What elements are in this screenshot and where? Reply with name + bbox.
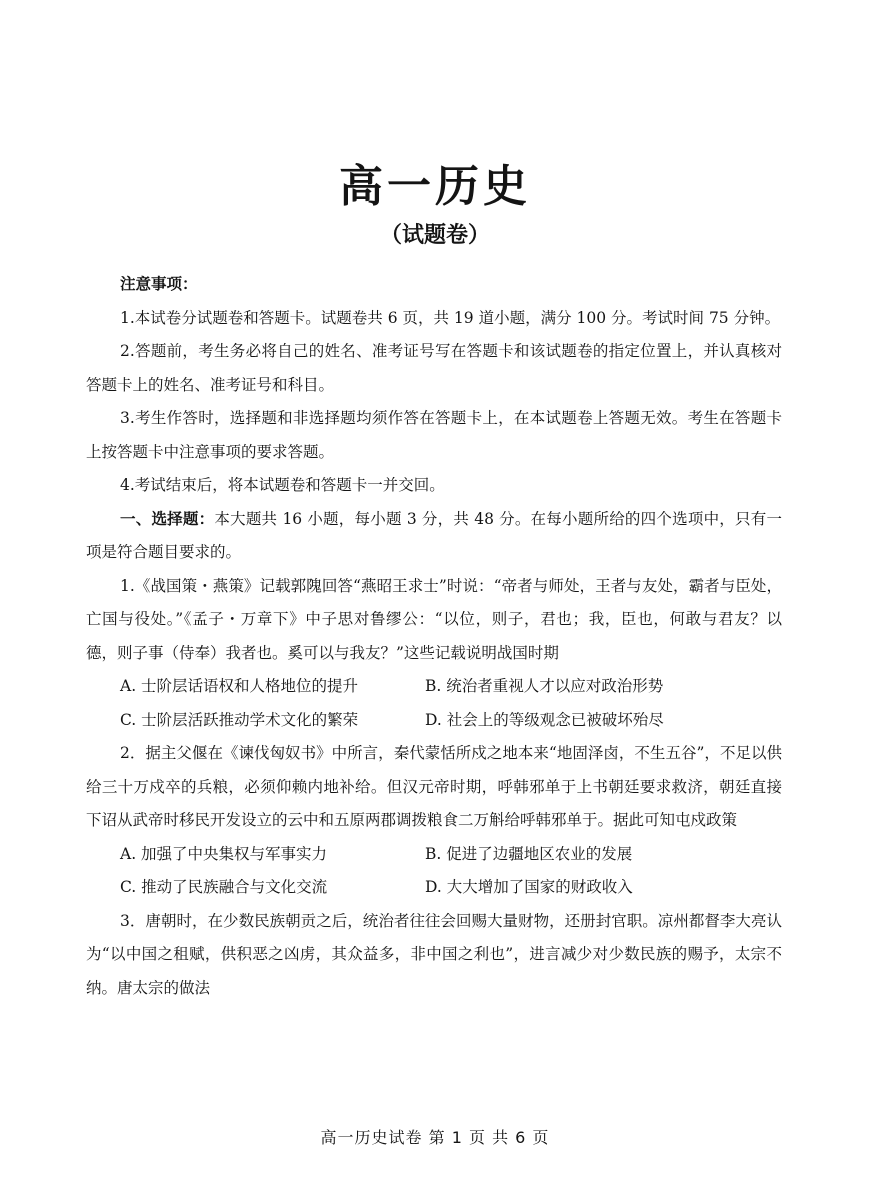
option-c: C. 士阶层活跃推动学术文化的繁荣 bbox=[120, 710, 359, 729]
option-b: B. 统治者重视人才以应对政治形势 bbox=[425, 677, 664, 695]
option-c: C. 推动了民族融合与文化交流 bbox=[120, 878, 328, 896]
page-title: 高一历史 bbox=[339, 161, 531, 212]
option-a: A. 加强了中央集权与军事实力 bbox=[120, 844, 328, 863]
section-label: 一、选择题： bbox=[120, 509, 215, 528]
exam-content bbox=[86, 268, 782, 1005]
note-item: 2.答题前，考生务必将自己的姓名、准考证号写在答题卡和该试题卷的指定位置上，并认真核对答题卡上的姓名、准考证号和科目。 bbox=[86, 342, 782, 394]
note-item: 4.考试结束后，将本试题卷和答题卡一并交回。 bbox=[120, 476, 445, 494]
option-b: B. 促进了边疆地区农业的发展 bbox=[425, 844, 633, 863]
note-item: 1.本试卷分试题卷和答题卡。试题卷共 6 页，共 19 道小题，满分 100 分。考试时间 75 分钟。 bbox=[120, 308, 781, 327]
option-a: A. 士阶层话语权和人格地位的提升 bbox=[120, 677, 359, 695]
page-subtitle: （试题卷） bbox=[379, 223, 490, 248]
note-item: 3.考生作答时，选择题和非选择题均须作答在答题卡上，在本试题卷上答题无效。考生在答题卡上按答题卡中注意事项的要求答题。 bbox=[86, 409, 782, 461]
section-heading bbox=[86, 503, 782, 570]
question-options bbox=[86, 670, 782, 737]
question-stem: 3．唐朝时，在少数民族朝贡之后，统治者往往会回赐大量财物，还册封官职。凉州都督李大亮认为“以中国之租赋，供积恶之凶虏，其众益多，非中国之利也”，进言减少对少数民族的赐予，太宗不纳。唐太宗的做法 bbox=[86, 911, 782, 997]
option-d: D. 大大增加了国家的财政收入 bbox=[425, 878, 633, 896]
section-instructions: 本大题共 16 小题，每小题 3 分，共 48 分。在每小题所给的四个选项中，只有一项是符合题目要求的。 bbox=[86, 509, 782, 561]
notes-heading: 注意事项： bbox=[120, 275, 198, 293]
page-footer: 高一历史试卷 第 1 页 共 6 页 bbox=[320, 1128, 550, 1147]
option-d: D. 社会上的等级观念已被破坏殆尽 bbox=[425, 710, 664, 729]
question-stem: 1.《战国策・燕策》记载郭隗回答“燕昭王求士”时说：“帝者与师处，王者与友处，霸者与臣处，亡国与役处。”《孟子・万章下》中子思对鲁缪公：“以位，则子，君也；我，臣也，何敢与君友？以德，则子事（侍奉）我者也。奚可以与我友？”这些记载说明战国时期 bbox=[86, 576, 782, 662]
question-stem: 2．据主父偃在《谏伐匈奴书》中所言，秦代蒙恬所戍之地本来“地固泽卤，不生五谷”，不足以供给三十万戍卒的兵粮，必须仰赖内地补给。但汉元帝时期，呼韩邪单于上书朝廷要求救济，朝廷直接下诏从武帝时移民开发设立的云中和五原两郡调拨粮食二万斛给呼韩邪单于。据此可知屯戍政策 bbox=[86, 744, 782, 829]
question-options bbox=[86, 838, 782, 905]
